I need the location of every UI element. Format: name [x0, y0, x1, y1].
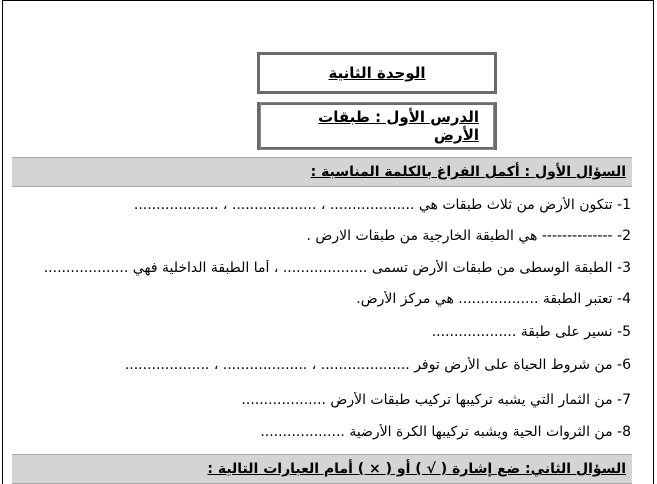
question1-item-2: 2- -------------- هي الطبقة الخارجية من طبقات الارض . [306, 228, 631, 244]
question1-item-1: 1- تتكون الأرض من ثلاث طبقات هي ................... ، ................... ، ................... [133, 197, 631, 213]
question1-item-8: 8- من الثروات الحية ويشبه تركيبها الكرة الأرضية ................... [260, 424, 631, 440]
question1-item-4: 4- تعتبر الطبقة .................. هي مركز الأرض. [356, 291, 631, 307]
question1-item-6: 6- من شروط الحياة على الأرض توفر .................... ، ................... ، ................... [124, 357, 631, 373]
question1-header [12, 157, 632, 187]
question2-header-text: السؤال الثاني: ضع إشارة ( √ ) أو ( × ) أمام العبارات التالية : [207, 461, 626, 477]
question2-header [12, 454, 632, 484]
question1-item-5: 5- نسير على طبقة ................... [431, 324, 631, 340]
lesson-title-frame [260, 102, 494, 150]
question1-header-text: السؤال الأول : أكمل الفراغ بالكلمة المناسبة : [310, 164, 626, 180]
unit-title: الوحدة الثانية [328, 64, 426, 82]
unit-title-box [257, 52, 497, 94]
lesson-title: الدرس الأول : طبقات الأرض [318, 108, 479, 144]
question1-item-3: 3- الطبقة الوسطى من طبقات الأرض تسمى ................... ، أما الطبقة الداخلية فهي ................... [43, 260, 631, 276]
question1-item-7: 7- من الثمار التي يشبه تركيبها تركيب طبقات الأرض ................... [241, 392, 631, 408]
lesson-title-box [257, 102, 497, 150]
